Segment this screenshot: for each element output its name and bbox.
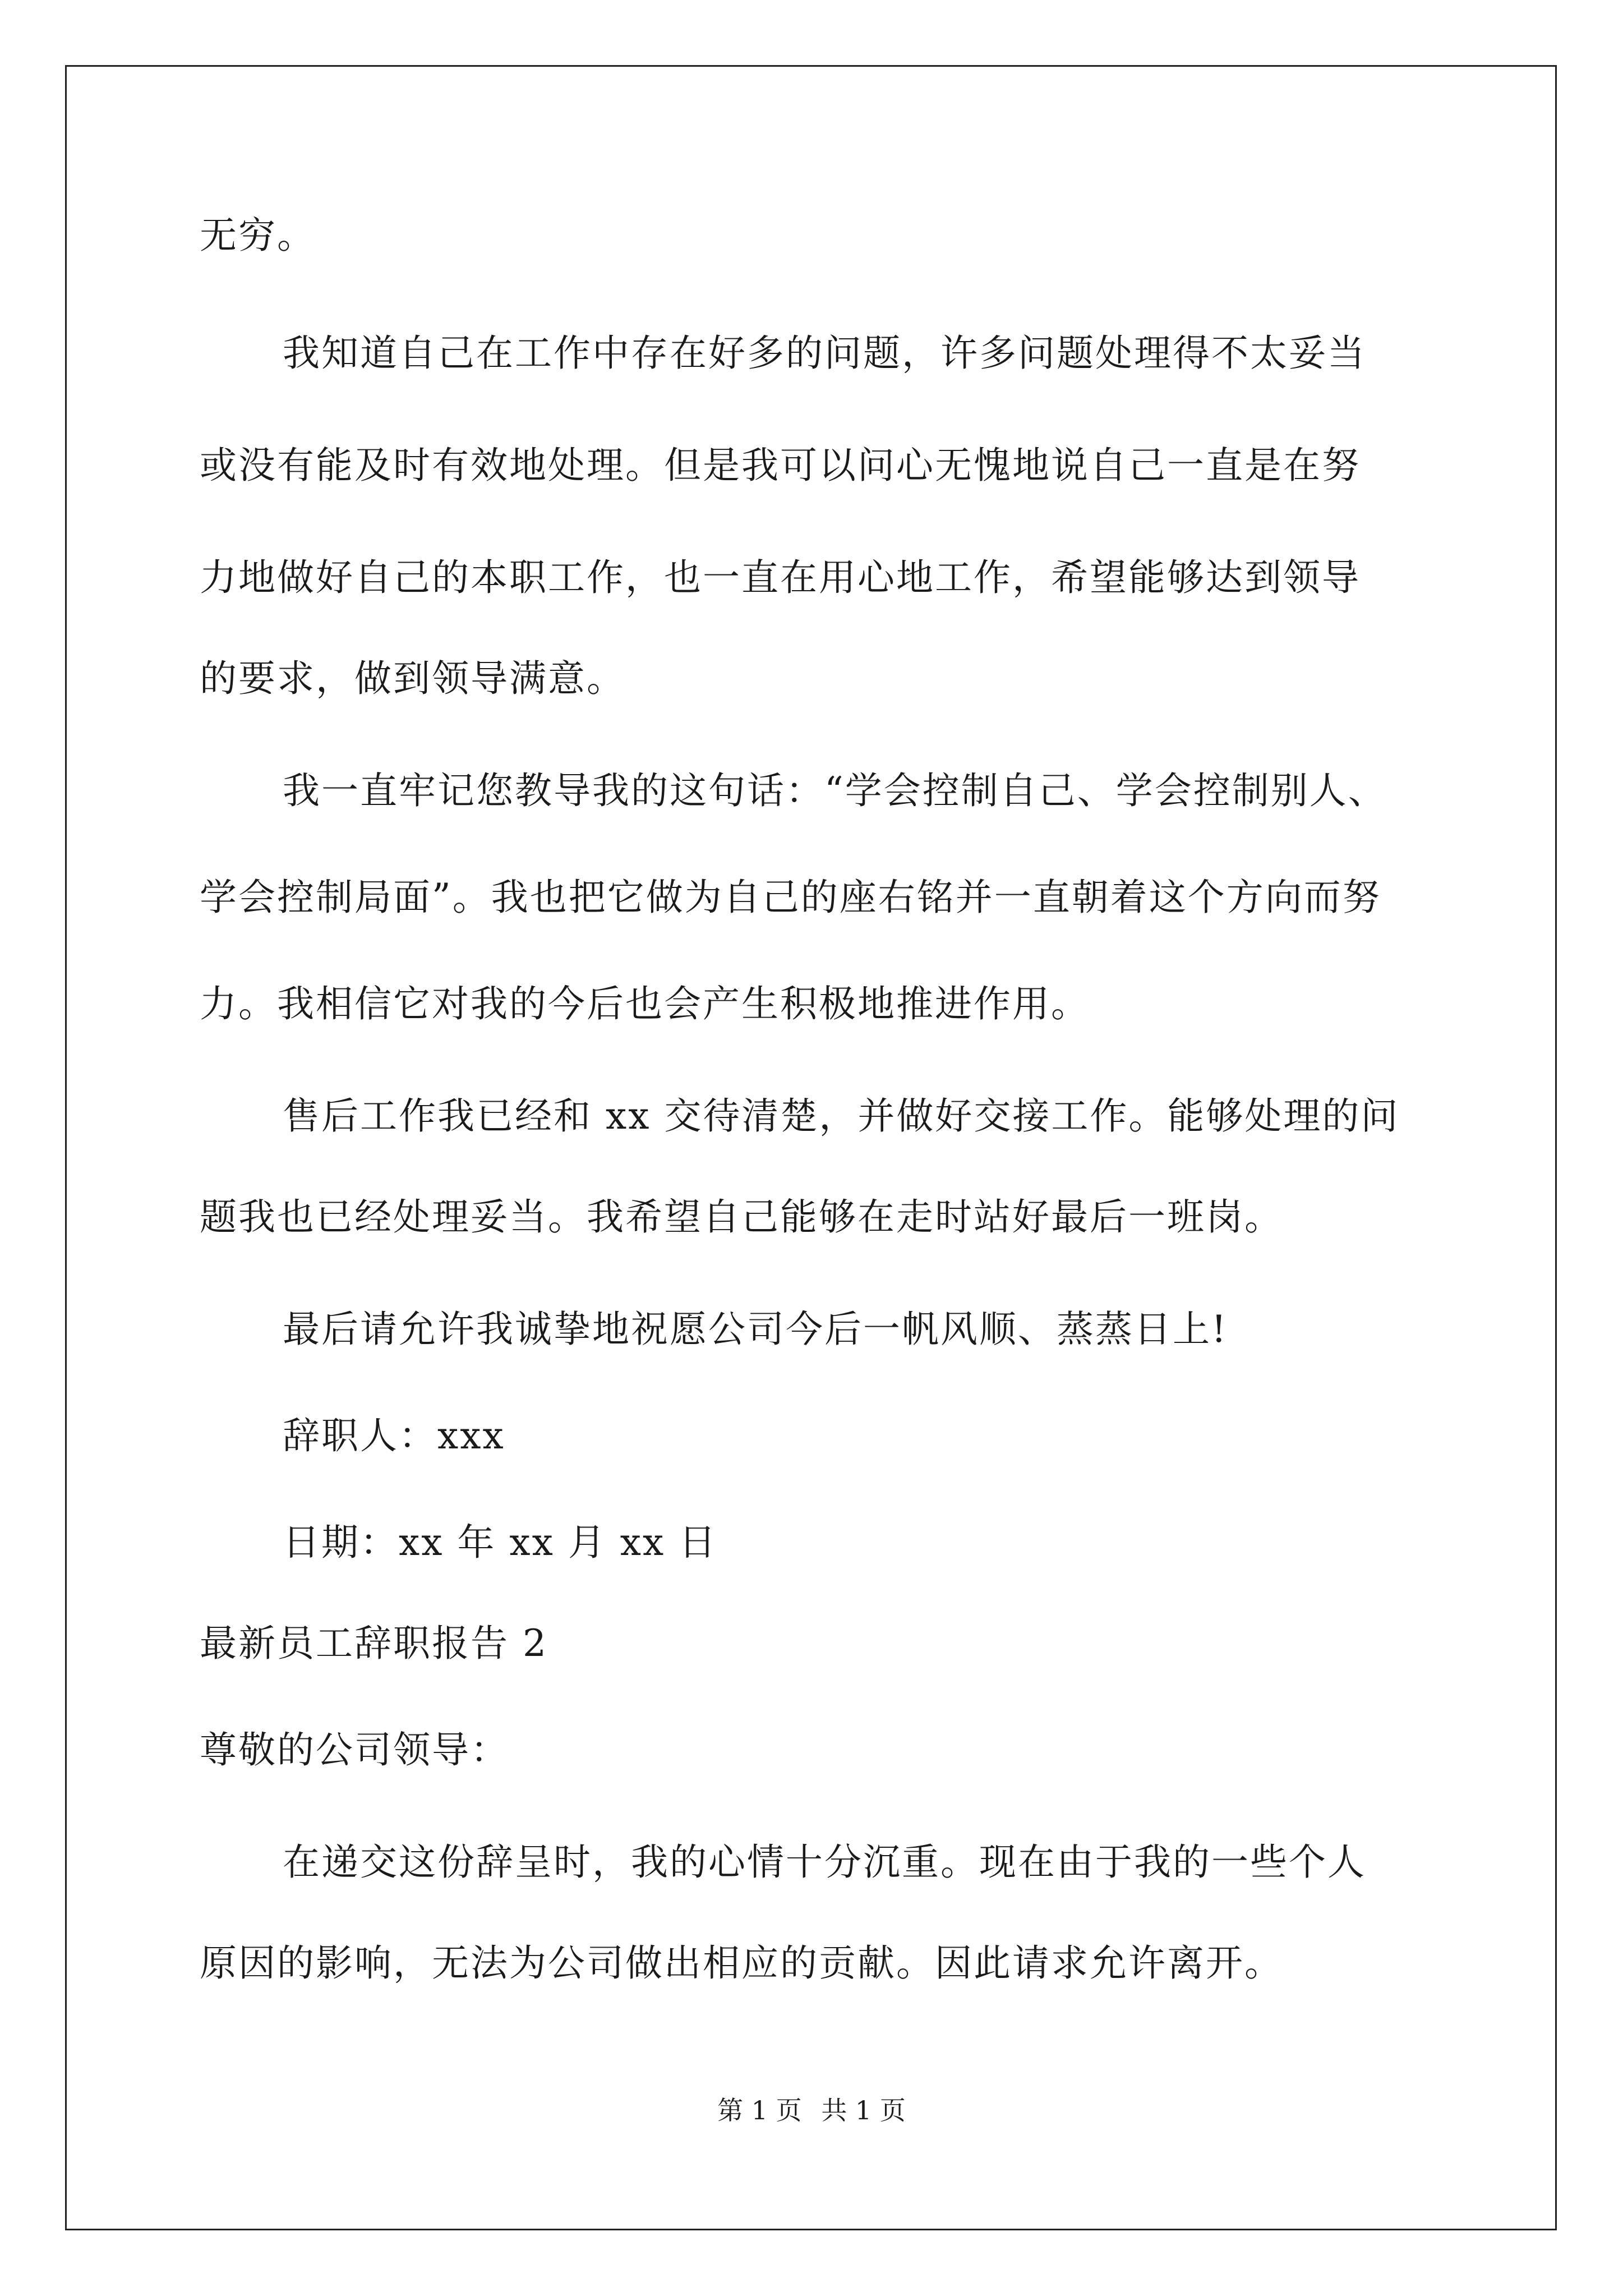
paragraph-line: 力。我相信它对我的今后也会产生积极地推进作用。 — [200, 982, 1090, 1025]
paragraph-line: 我一直牢记您教导我的这句话：“学会控制自己、学会控制别人、 — [283, 769, 1387, 812]
paragraph-line: 的要求，做到领导满意。 — [200, 657, 625, 700]
section-heading: 最新员工辞职报告 2 — [200, 1622, 548, 1665]
page-footer — [0, 2093, 1623, 2127]
paragraph-line: 我知道自己在工作中存在好多的问题，许多问题处理得不太妥当 — [283, 332, 1366, 375]
date-line: 日期：xx 年 xx 月 xx 日 — [283, 1521, 718, 1564]
paragraph-line: 售后工作我已经和 xx 交待清楚，并做好交接工作。能够处理的问 — [283, 1094, 1400, 1138]
paragraph-line: 力地做好自己的本职工作，也一直在用心地工作，希望能够达到领导 — [200, 556, 1361, 599]
paragraph-line: 或没有能及时有效地处理。但是我可以问心无愧地说自己一直是在努 — [200, 444, 1361, 487]
salutation: 尊敬的公司领导： — [200, 1728, 509, 1772]
signatory-line: 辞职人：xxx — [283, 1414, 505, 1457]
paragraph-line: 题我也已经处理妥当。我希望自己能够在走时站好最后一班岗。 — [200, 1195, 1283, 1239]
page-total: 共 1 页 — [821, 2095, 906, 2125]
paragraph-line: 原因的影响，无法为公司做出相应的贡献。因此请求允许离开。 — [200, 1941, 1283, 1985]
page-border — [65, 65, 1557, 2230]
paragraph-line: 最后请允许我诚挚地祝愿公司今后一帆风顺、蒸蒸日上! — [283, 1308, 1228, 1351]
paragraph-line: 学会控制局面”。我也把它做为自己的座右铭并一直朝着这个方向而努 — [200, 876, 1381, 919]
paragraph-line: 在递交这份辞呈时，我的心情十分沉重。现在由于我的一些个人 — [283, 1841, 1366, 1884]
paragraph-line: 无穷。 — [200, 214, 316, 257]
page-number: 第 1 页 — [717, 2095, 802, 2125]
